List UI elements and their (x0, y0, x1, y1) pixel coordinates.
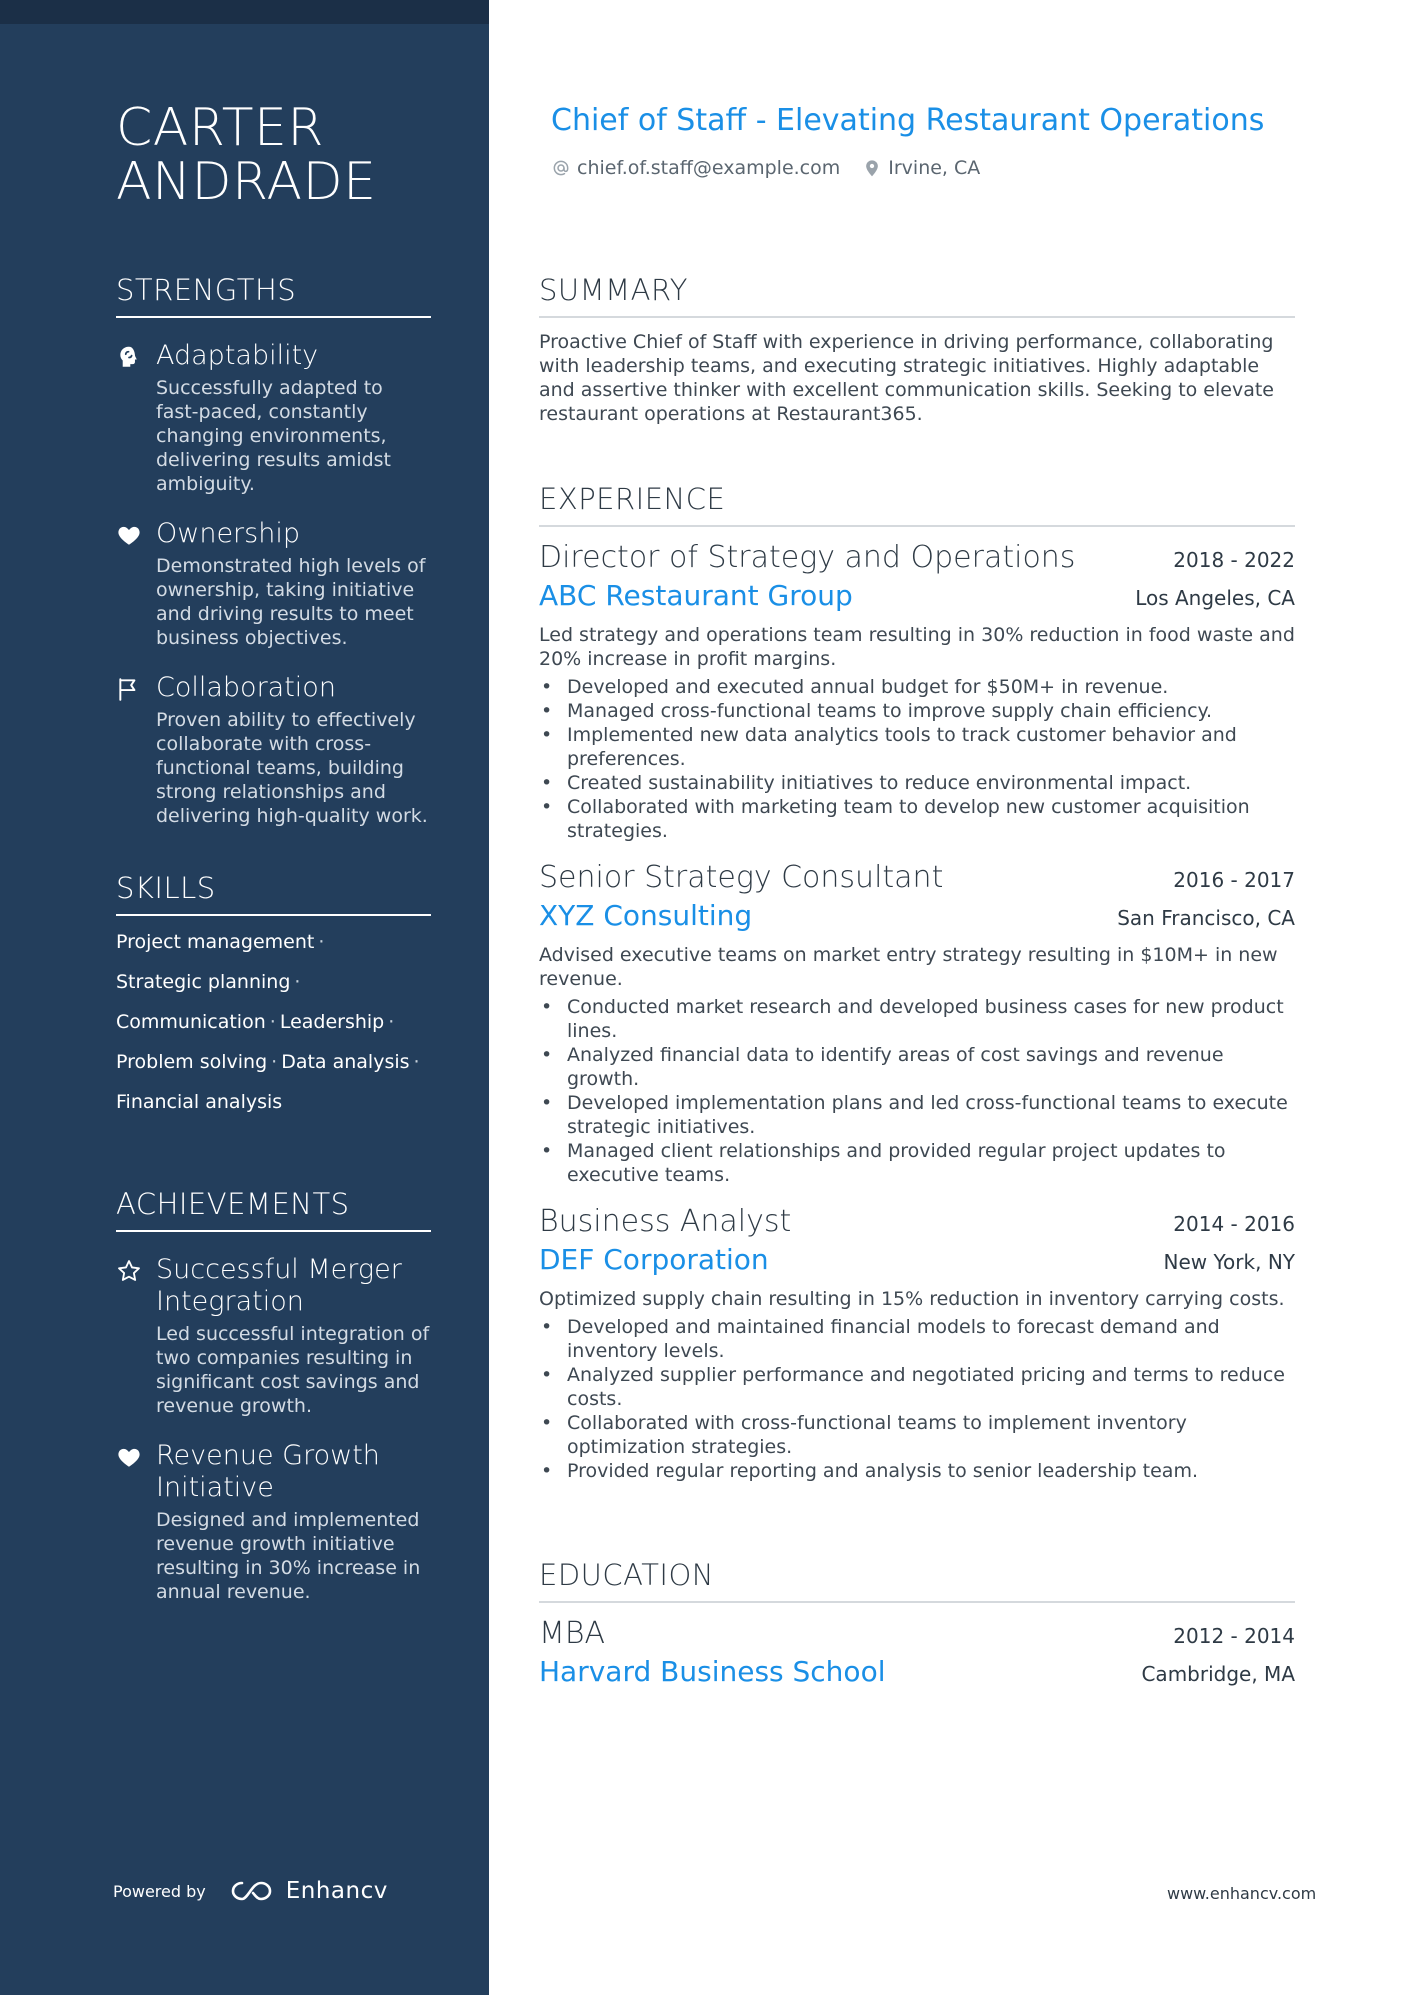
contact-location (862, 157, 980, 179)
heart-icon (116, 522, 142, 548)
job-title: Business Analyst (539, 1204, 792, 1239)
summary-section (539, 272, 1295, 426)
skill-tag: Problem solving (116, 1051, 268, 1073)
job-company-row (539, 897, 1295, 935)
job-bullet: • Analyzed financial data to identify areas of cost savings and revenue growth. (539, 1043, 1295, 1091)
strength-description: Proven ability to effectively collaborate with cross-functional teams, building strong relationships and delivering high-quality work. (156, 709, 428, 827)
job-title: Senior Strategy Consultant (539, 860, 944, 895)
contact-email[interactable] (551, 157, 840, 179)
job-header-row (539, 539, 1295, 577)
skill-tag: Financial analysis (116, 1091, 283, 1113)
education-degree: MBA (539, 1616, 606, 1651)
job-location: Los Angeles, CA (1135, 586, 1295, 610)
skill-separator: · (388, 1011, 395, 1033)
job-company: XYZ Consulting (539, 899, 753, 932)
achievement-item (116, 1440, 431, 1604)
skills-list (116, 930, 431, 1114)
at-icon (551, 158, 571, 178)
heart-icon (116, 1444, 142, 1470)
job-location: San Francisco, CA (1117, 906, 1295, 930)
first-name: CARTER (116, 98, 324, 158)
achievement-item (116, 1254, 431, 1418)
job-bullet: • Managed client relationships and provided regular project updates to executive teams. (539, 1139, 1295, 1187)
skill-separator: · (271, 1051, 278, 1073)
job-dates: 2018 - 2022 (1173, 548, 1295, 572)
job-company-row (539, 577, 1295, 615)
summary-heading: SUMMARY (539, 272, 1295, 318)
enhancv-logo[interactable] (230, 1878, 388, 1904)
achievement-title: Revenue Growth Initiative (156, 1440, 380, 1503)
job-company: DEF Corporation (539, 1243, 769, 1276)
email-text: chief.of.staff@example.com (577, 157, 841, 179)
location-pin-icon (862, 158, 882, 178)
experience-entry (539, 539, 1295, 843)
achievements-heading: ACHIEVEMENTS (116, 1186, 431, 1232)
enhancv-logo-icon (230, 1879, 276, 1903)
job-bullet: • Developed and executed annual budget for $50M+ in revenue. (539, 675, 1295, 699)
education-school-row (539, 1653, 1295, 1691)
job-description: Advised executive teams on market entry strategy resulting in $10M+ in new revenue. (539, 944, 1278, 990)
skill-separator: · (413, 1051, 420, 1073)
skill-tag: Leadership (279, 1011, 385, 1033)
enhancv-brand: Enhancv (285, 1878, 388, 1904)
star-icon (116, 1258, 142, 1284)
education-dates: 2012 - 2014 (1173, 1624, 1295, 1648)
skills-section (116, 870, 431, 1130)
summary-text: Proactive Chief of Staff with experience in driving performance, collaborating with leadership teams, and executing strategic initiatives. Highly adaptable and assertive thinker with excellent communication skills. Seeking to elevate restaurant operations at Restaurant365. (539, 331, 1274, 425)
job-header-row (539, 1203, 1295, 1241)
education-section (539, 1557, 1295, 1691)
strength-description: Successfully adapted to fast-paced, constantly changing environments, delivering results amidst ambiguity. (156, 377, 392, 495)
strength-description: Demonstrated high levels of ownership, taking initiative and driving results to meet business objectives. (156, 555, 426, 649)
sidebar-top-bar (0, 0, 489, 24)
job-company-row (539, 1241, 1295, 1279)
job-company: ABC Restaurant Group (539, 579, 853, 612)
job-bullets (539, 995, 1295, 1187)
education-heading: EDUCATION (539, 1557, 1295, 1603)
job-bullet: • Collaborated with marketing team to develop new customer acquisition strategies. (539, 795, 1295, 843)
skills-line (116, 970, 431, 994)
job-bullet: • Collaborated with cross-functional teams to implement inventory optimization strategies. (539, 1411, 1295, 1459)
strength-title: Ownership (156, 518, 300, 549)
education-location: Cambridge, MA (1141, 1662, 1295, 1686)
job-dates: 2014 - 2016 (1173, 1212, 1295, 1236)
location-text: Irvine, CA (888, 157, 981, 179)
strength-title: Adaptability (156, 340, 319, 371)
skill-separator: · (294, 971, 301, 993)
skill-tag: Communication (116, 1011, 266, 1033)
job-bullets (539, 675, 1295, 843)
brain-icon (116, 344, 142, 370)
achievement-description: Designed and implemented revenue growth initiative resulting in 30% increase in annual revenue. (156, 1509, 421, 1603)
job-location: New York, NY (1163, 1250, 1295, 1274)
job-bullet: • Conducted market research and developed business cases for new product lines. (539, 995, 1295, 1043)
contact-info (551, 157, 1002, 179)
experience-entry (539, 859, 1295, 1187)
strength-item (116, 672, 431, 828)
skill-separator: · (269, 1011, 276, 1033)
strength-title: Collaboration (156, 672, 336, 703)
skill-tag: Strategic planning (116, 971, 291, 993)
flag-icon (116, 676, 142, 702)
job-bullet: • Provided regular reporting and analysis to senior leadership team. (539, 1459, 1295, 1483)
candidate-name (116, 98, 456, 212)
achievement-description: Led successful integration of two companies resulting in significant cost savings and revenue growth. (156, 1323, 430, 1417)
sidebar (0, 0, 489, 1995)
skills-line (116, 1090, 431, 1114)
skill-separator: · (318, 931, 325, 953)
education-school: Harvard Business School (539, 1655, 886, 1688)
job-bullet: • Developed implementation plans and led cross-functional teams to execute strategic initiatives. (539, 1091, 1295, 1139)
skills-line (116, 930, 431, 954)
job-dates: 2016 - 2017 (1173, 868, 1295, 892)
job-bullet: • Created sustainability initiatives to reduce environmental impact. (539, 771, 1295, 795)
achievement-title: Successful Merger Integration (156, 1254, 402, 1317)
strength-item (116, 518, 431, 650)
last-name: ANDRADE (116, 152, 377, 212)
experience-heading: EXPERIENCE (539, 481, 1295, 527)
website-link[interactable]: www.enhancv.com (1167, 1884, 1317, 1903)
job-title: Director of Strategy and Operations (539, 540, 1076, 575)
skill-tag: Data analysis (281, 1051, 410, 1073)
strengths-heading: STRENGTHS (116, 272, 431, 318)
education-header-row (539, 1615, 1295, 1653)
job-description: Optimized supply chain resulting in 15% reduction in inventory carrying costs. (539, 1288, 1285, 1310)
job-bullet: • Developed and maintained financial models to forecast demand and inventory levels. (539, 1315, 1295, 1363)
resume-headline: Chief of Staff - Elevating Restaurant Operations (551, 103, 1265, 138)
job-bullet: • Managed cross-functional teams to improve supply chain efficiency. (539, 699, 1295, 723)
experience-section (539, 481, 1295, 1483)
experience-entry (539, 1203, 1295, 1483)
powered-by-label: Powered by (113, 1881, 206, 1901)
education-entry (539, 1615, 1295, 1691)
powered-by (113, 1878, 388, 1904)
skills-line (116, 1050, 431, 1074)
skill-tag: Project management (116, 931, 315, 953)
job-bullet: • Analyzed supplier performance and negotiated pricing and terms to reduce costs. (539, 1363, 1295, 1411)
strength-item (116, 340, 431, 496)
job-bullet: • Implemented new data analytics tools to track customer behavior and preferences. (539, 723, 1295, 771)
strengths-section (116, 272, 431, 828)
job-header-row (539, 859, 1295, 897)
job-bullets (539, 1315, 1295, 1483)
skills-line (116, 1010, 431, 1034)
achievements-section (116, 1186, 431, 1604)
skills-heading: SKILLS (116, 870, 431, 916)
job-description: Led strategy and operations team resulting in 30% reduction in food waste and 20% increase in profit margins. (539, 624, 1295, 670)
